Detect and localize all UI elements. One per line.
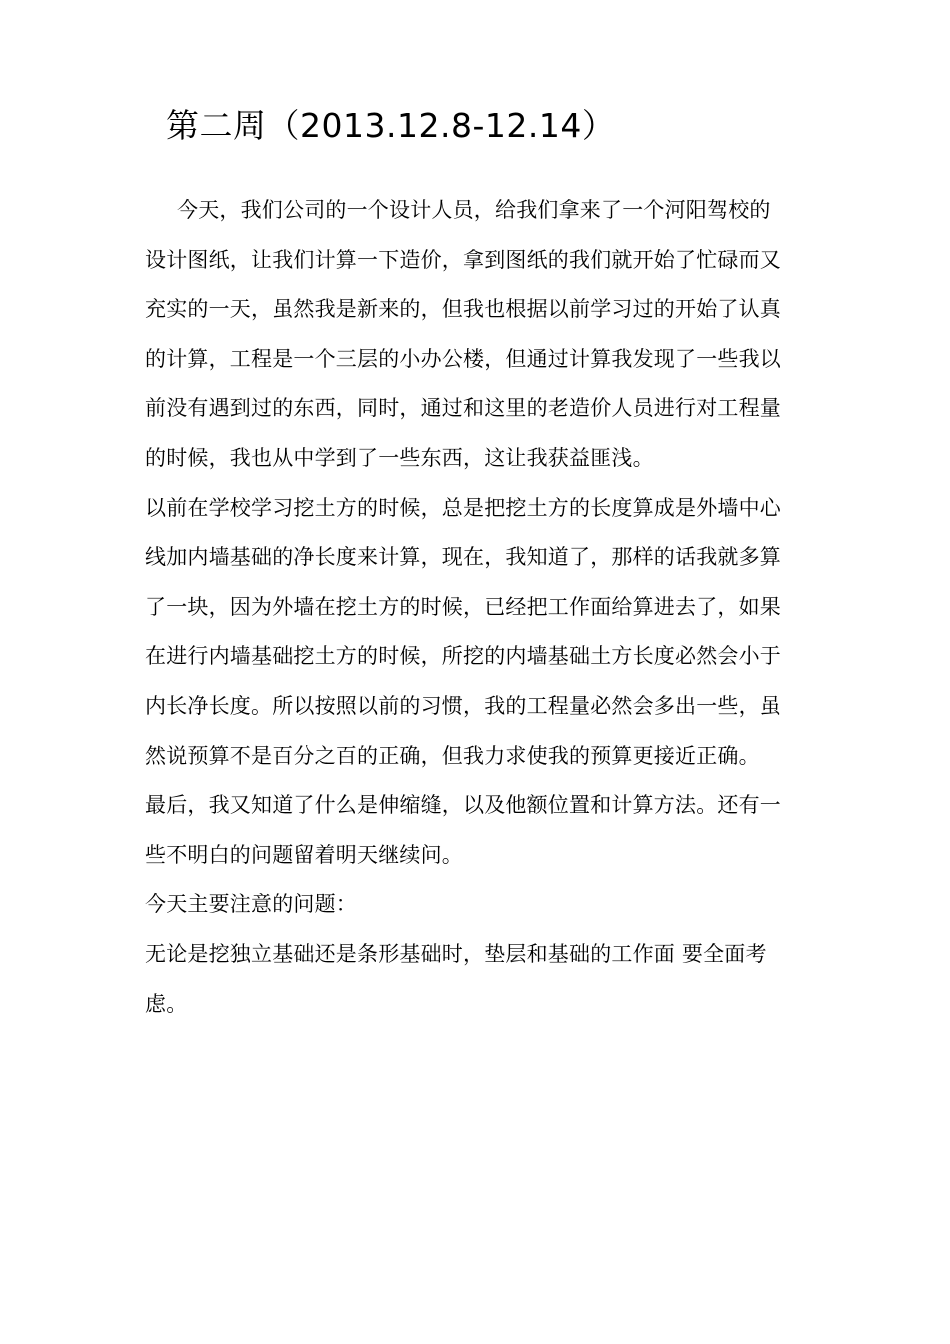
paragraph-line: 内长净长度。所以按照以前的习惯，我的工程量必然会多出一些，虽 bbox=[145, 693, 781, 718]
paragraph-line: 前没有遇到过的东西，同时，通过和这里的老造价人员进行对工程量 bbox=[145, 396, 781, 421]
paragraph-line: 些不明白的问题留着明天继续问。 bbox=[145, 842, 463, 867]
paragraph-line: 今天主要注意的问题： bbox=[145, 892, 357, 917]
paragraph-line: 虑。 bbox=[145, 991, 188, 1016]
paragraph-line: 今天，我们公司的一个设计人员，给我们拿来了一个河阳驾校的 bbox=[177, 198, 771, 222]
paragraph-line: 以前在学校学习挖土方的时候，总是把挖土方的长度算成是外墙中心 bbox=[145, 495, 781, 520]
paragraph-line: 然说预算不是百分之百的正确，但我力求使我的预算更接近正确。 bbox=[145, 743, 760, 768]
paragraph-line: 线加内墙基础的净长度来计算，现在，我知道了，那样的话我就多算 bbox=[145, 545, 781, 570]
paragraph-line: 最后，我又知道了什么是伸缩缝，以及他额位置和计算方法。还有一 bbox=[145, 793, 781, 818]
document-body bbox=[145, 186, 825, 1029]
paragraph-line: 的计算，工程是一个三层的小办公楼，但通过计算我发现了一些我以 bbox=[145, 346, 781, 371]
paragraph-line: 了一块，因为外墙在挖土方的时候，已经把工作面给算进去了，如果 bbox=[145, 594, 781, 619]
paragraph-line: 无论是挖独立基础还是条形基础时，垫层和基础的工作面 要全面考 bbox=[145, 941, 767, 966]
paragraph-line: 的时候，我也从中学到了一些东西，这让我获益匪浅。 bbox=[145, 445, 654, 470]
paragraph-line: 充实的一天，虽然我是新来的，但我也根据以前学习过的开始了认真 bbox=[145, 297, 781, 322]
page-title: 第二周（2013.12.8-12.14） bbox=[166, 106, 616, 145]
paragraph-line: 在进行内墙基础挖土方的时候，所挖的内墙基础土方长度必然会小于 bbox=[145, 644, 781, 669]
paragraph-line: 设计图纸，让我们计算一下造价，拿到图纸的我们就开始了忙碌而又 bbox=[145, 247, 781, 272]
